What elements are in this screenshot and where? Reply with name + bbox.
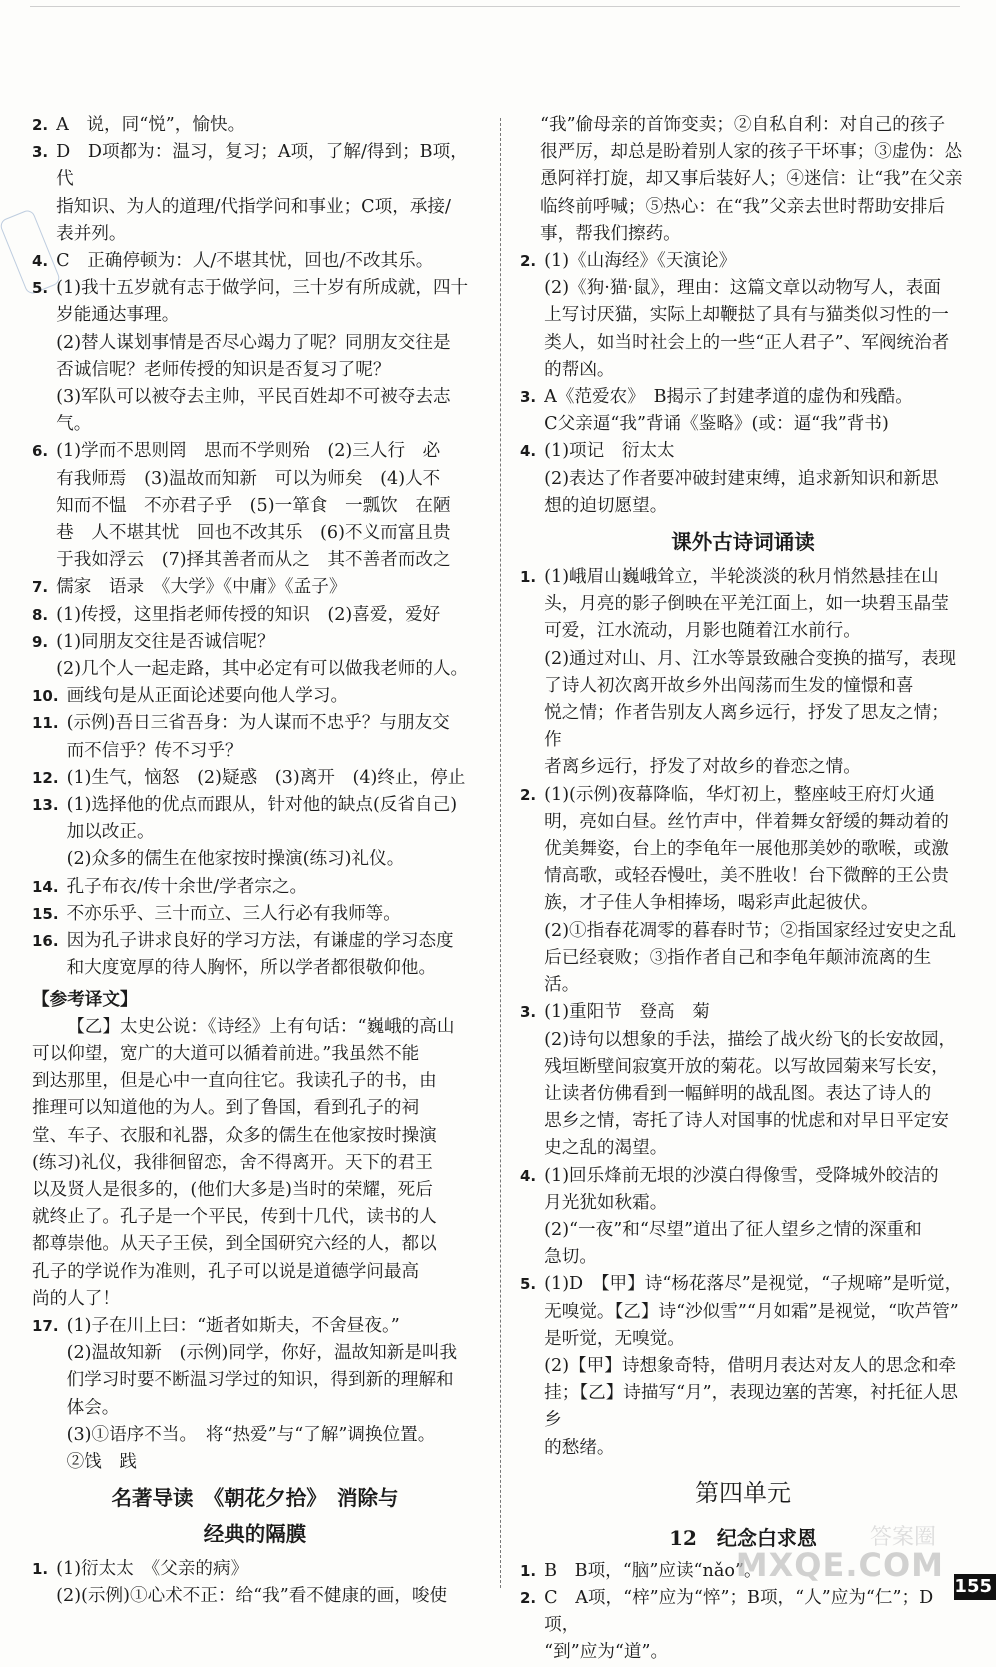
answer-text <box>56 112 478 139</box>
answer-number: 4. <box>32 252 49 271</box>
answer-number: 2. <box>520 252 537 271</box>
answer-line: 是听觉，无嗅觉。 <box>544 1328 685 1349</box>
text-line: 恿阿祥打旋，却又事后装好人；④迷信：让“我”在父亲 <box>540 169 963 190</box>
answer-line: (2)众多的儒生在他家按时操演(练习)礼仪。 <box>66 849 405 870</box>
text-line: 可以仰望，宽广的大道可以循着前进。”我虽然不能 <box>32 1043 420 1064</box>
answer-number: 1. <box>520 568 537 587</box>
text-line: 堂、车子、衣服和礼器，众多的儒生在他家按时操演 <box>32 1125 437 1146</box>
text-line: 就终止了。孔子是一个平民，传到十几代，读书的人 <box>32 1207 437 1228</box>
answer-text <box>67 792 478 874</box>
answer-number: 2. <box>520 1588 537 1607</box>
answer-text <box>544 438 966 520</box>
answer-number: 13. <box>32 796 59 815</box>
answer-line: 加以改正。 <box>66 822 155 843</box>
answer-item <box>32 765 478 792</box>
answer-line: (1)我十五岁就有志于做学问，三十岁有所成就，四十 <box>56 278 469 299</box>
answer-line: 头，月亮的影子倒映在平羌江面上，如一块碧玉晶莹 <box>544 594 949 615</box>
answer-text <box>67 901 478 928</box>
answer-item <box>520 1271 966 1461</box>
answer-text <box>544 782 966 1000</box>
answer-line: (1)同朋友交往是否诚信呢？ <box>56 631 275 652</box>
answer-text <box>544 248 966 384</box>
answer-item <box>520 384 966 438</box>
answer-item <box>32 1556 478 1610</box>
answer-line: 和大度宽厚的待人胸怀，所以学者都很敬仰他。 <box>66 958 437 979</box>
answer-text <box>56 248 478 275</box>
answer-item <box>32 248 478 275</box>
answer-line: (3)军队可以被夺去主帅，平民百姓却不可被夺去志气。 <box>56 387 451 435</box>
answer-item <box>32 602 478 629</box>
answer-number: 10. <box>32 687 59 706</box>
answer-line: (1)(示例)夜幕降临，华灯初上，整座岐王府灯火通 <box>544 784 935 805</box>
answer-item <box>520 438 966 520</box>
answer-item <box>32 574 478 601</box>
answer-line: “到”应为“道”。 <box>544 1642 669 1663</box>
answer-line: 了诗人初次离开故乡外出闯荡而生发的憧憬和喜 <box>544 675 914 696</box>
answer-item <box>32 928 478 982</box>
answer-line: (2)替人谋划事情是否尽心竭力了呢？同朋友交往是 <box>56 332 451 353</box>
answers-group-4 <box>520 248 966 520</box>
answer-number: 12. <box>32 768 59 787</box>
answer-line: C 正确停顿为：人/不堪其忧，回也/不改其乐。 <box>56 251 434 272</box>
answer-line: (2)诗句以想象的手法，描绘了战火纷飞的长安故园， <box>544 1029 957 1050</box>
text-line: 临终前呼喊；⑤热心：在“我”父亲去世时帮助安排后 <box>540 196 946 217</box>
answer-line: 的帮凶。 <box>544 359 615 380</box>
right-column <box>520 112 966 1667</box>
answer-line: D D项都为：温习，复习；A项，了解/得到；B项，代 <box>56 142 468 190</box>
answer-line: 明，亮如白昼。丝竹声中，伴着舞女舒缓的舞动着的 <box>544 811 949 832</box>
answer-item <box>520 999 966 1162</box>
answer-line: (2)表达了作者要冲破封建束缚，追求新知识和新思 <box>544 468 939 489</box>
answer-line: (1)D 【甲】诗“杨花落尽”是视觉，“子规啼”是听觉， <box>544 1274 963 1295</box>
answer-text <box>544 1585 966 1667</box>
answer-line: 儒家 语录 《大学》《中庸》《孟子》 <box>56 577 347 598</box>
answer-text <box>56 574 478 601</box>
answer-line: 可爱，江水流动，月影也随着江水前行。 <box>544 621 861 642</box>
answer-item <box>32 629 478 683</box>
answer-number: 4. <box>520 1166 537 1185</box>
answer-line: (1)衍太太 《父亲的病》 <box>56 1559 249 1580</box>
lesson-title: 12 纪念白求恩 <box>669 1525 817 1550</box>
answer-text <box>56 602 478 629</box>
answer-line: 于我如浮云 (7)择其善者而从之 其不善者而改之 <box>56 550 451 571</box>
answer-text <box>67 874 478 901</box>
answer-number: 1. <box>520 1561 537 1580</box>
answer-text <box>67 710 478 764</box>
answer-line: (1)传授，这里指老师传授的知识 (2)喜爱，爱好 <box>56 604 441 625</box>
answer-line: 有我师焉 (3)温故而知新 可以为师矣 (4)人不 <box>56 468 441 489</box>
answer-line: (1)选择他的优点而跟从，针对他的缺点(反省自己) <box>66 795 458 816</box>
answer-text <box>56 275 478 438</box>
answer-line: 思乡之情，寄托了诗人对国事的忧虑和对早日平定安 <box>544 1111 949 1132</box>
answer-text <box>56 629 478 683</box>
answer-line: 无嗅觉。【乙】诗“沙似雪”“月如霜”是视觉，“吹芦管” <box>544 1301 959 1322</box>
watermark: MXQE.COM <box>735 1546 944 1584</box>
answer-line: 急切。 <box>544 1247 597 1268</box>
answer-line: (2)(示例)①心术不正：给“我”看不健康的画，唆使 <box>56 1586 448 1607</box>
answer-line: (1)学而不思则罔 思而不学则殆 (2)三人行 必 <box>56 441 441 462</box>
text-line: 事，帮我们擦药。 <box>540 223 681 244</box>
answers-group-2 <box>32 1313 478 1476</box>
answer-text <box>67 765 478 792</box>
translation-body <box>32 1014 478 1313</box>
answers-group-3 <box>32 1556 478 1610</box>
answer-item <box>32 710 478 764</box>
text-line: 尚的人了！ <box>32 1288 120 1309</box>
answer-line: (1)回乐烽前无垠的沙漠白得像雪，受降城外皎洁的 <box>544 1165 939 1186</box>
answer-line: (3)①语序不当。 将“热爱”与“了解”调换位置。 <box>66 1424 436 1445</box>
answer-text <box>56 1556 478 1610</box>
answer-number: 14. <box>32 877 59 896</box>
answer-text <box>67 683 478 710</box>
left-column <box>32 112 478 1611</box>
answer-number: 17. <box>32 1316 59 1335</box>
answer-line: 让读者仿佛看到一幅鲜明的战乱图。表达了诗人的 <box>544 1083 932 1104</box>
answer-number: 6. <box>32 442 49 461</box>
answer-line: 体会。 <box>66 1397 120 1418</box>
answer-line: 因为孔子讲求良好的学习方法，有谦虚的学习态度 <box>66 931 454 952</box>
answer-item <box>520 564 966 782</box>
answer-number: 11. <box>32 714 59 733</box>
text-line: 推理可以知道他的为人。到了鲁国，看到孔子的祠 <box>32 1098 420 1119</box>
answer-number: 5. <box>520 1275 537 1294</box>
answer-line: 表并列。 <box>56 223 127 244</box>
answer-text <box>544 384 966 438</box>
continued-answer <box>520 112 966 248</box>
answer-item <box>32 874 478 901</box>
section-title-poetry: 课外古诗词诵读 <box>671 530 815 555</box>
answer-line: 月光犹如秋霜。 <box>544 1192 668 1213</box>
answer-line: (2)几个人一起走路，其中必定有可以做我老师的人。 <box>56 659 469 680</box>
text-line: 到达那里，但是心中一直向往它。我读孔子的书，由 <box>32 1071 437 1092</box>
answer-line: (1)子在川上曰：“逝者如斯夫，不舍昼夜。” <box>66 1315 400 1336</box>
answer-line: 优美舞姿，台上的李龟年一展他那美妙的歌喉，或激 <box>544 839 949 860</box>
top-rule <box>30 6 960 7</box>
answer-item <box>32 792 478 874</box>
answer-line: 不亦乐乎、三十而立、三人行必有我师等。 <box>66 903 401 924</box>
answer-line: (1)生气，恼怒 (2)疑惑 (3)离开 (4)终止，停止 <box>66 767 466 788</box>
answer-line: 情高歌，或轻吞慢吐，美不胜收！台下微醉的王公贵 <box>544 866 949 887</box>
answer-line: (1)项记 衍太太 <box>544 441 675 462</box>
text-line: 很严厉，却总是盼着别人家的孩子干坏事；③虚伪：怂 <box>540 142 963 163</box>
page-number: 155 <box>954 1574 996 1600</box>
answers-group-5 <box>520 564 966 1462</box>
section-title-guide <box>32 1480 478 1552</box>
answer-line: 知而不愠 不亦君子乎 (5)一箪食 一瓢饮 在陋 <box>56 495 451 516</box>
answer-line: 族，才子佳人争相捧场，喝彩声此起彼伏。 <box>544 893 879 914</box>
text-line: 【乙】太史公说：《诗经》上有句话：“巍峨的高山 <box>67 1016 455 1037</box>
answer-line: A 说，同“悦”，愉快。 <box>56 115 246 135</box>
answer-line: 岁能通达事理。 <box>56 305 180 326</box>
answer-line: 史之乱的渴望。 <box>544 1138 668 1159</box>
answer-number: 7. <box>32 578 49 597</box>
answer-line: (示例)吾日三省吾身：为人谋而不忠乎？与朋友交 <box>66 713 450 734</box>
answer-text <box>544 564 966 782</box>
answer-item <box>32 901 478 928</box>
answer-text <box>56 139 478 248</box>
answer-line: ②饯 践 <box>66 1451 137 1472</box>
answer-item <box>32 275 478 438</box>
text-line: 以及贤人是很多的，(他们大多是)当时的荣耀，死后 <box>32 1179 433 1200</box>
answer-text <box>544 999 966 1162</box>
answer-text <box>56 438 478 574</box>
answer-item <box>32 112 478 139</box>
answer-line: 巷 人不堪其忧 回也不改其乐 (6)不义而富且贵 <box>56 523 451 544</box>
answer-item <box>520 1585 966 1667</box>
answer-item <box>32 1313 478 1476</box>
answer-line: 否诚信呢？老师传授的知识是否复习了呢？ <box>56 359 391 380</box>
answer-item <box>520 1163 966 1272</box>
answer-line: (2)温故知新 (示例)同学，你好，温故知新是叫我 <box>66 1343 458 1364</box>
answer-number: 2. <box>32 116 49 134</box>
answer-number: 5. <box>32 279 49 298</box>
watermark-sub: 答案圈 <box>869 1525 936 1550</box>
answer-line: (2)通过对山、月、江水等景致融合变换的描写，表现 <box>544 648 957 669</box>
answer-line: 残垣断壁间寂寞开放的菊花。以写故园菊来写长安， <box>544 1056 949 1077</box>
answer-text <box>67 928 478 982</box>
answer-line: (1)峨眉山巍峨耸立，半轮淡淡的秋月悄然悬挂在山 <box>544 567 939 588</box>
column-divider <box>500 118 501 1588</box>
answer-number: 8. <box>32 605 49 624</box>
answer-line: 想的迫切愿望。 <box>544 495 668 516</box>
answer-line: 孔子布衣/传十余世/学者宗之。 <box>66 876 308 897</box>
answer-number: 1. <box>32 1560 49 1579</box>
answer-number: 2. <box>520 785 537 804</box>
text-line: 都尊崇他。从天子王侯，到全国研究六经的人，都以 <box>32 1234 437 1255</box>
answer-line: (2)“一夜”和“尽望”道出了征人望乡之情的深重和 <box>544 1219 922 1240</box>
answer-item <box>32 438 478 574</box>
answer-item <box>32 683 478 710</box>
answer-line: 指知识、为人的道理/代指学问和事业；C项，承接/ <box>56 196 451 217</box>
answer-line: (2)①指春花凋零的暮春时节；②指国家经过安史之乱 <box>544 920 957 941</box>
answer-number: 15. <box>32 904 59 923</box>
answer-number: 16. <box>32 932 59 951</box>
answer-text <box>544 1163 966 1272</box>
section-title-guide-line2: 经典的隔膜 <box>203 1522 307 1547</box>
translation-heading: 【参考译文】 <box>32 989 138 1010</box>
section-title-guide-line1: 名著导读 《朝花夕拾》 消除与 <box>111 1486 399 1511</box>
answer-line: (1)《山海经》《天演论》 <box>544 251 737 272</box>
answer-line: 类人，如当时社会上的一些“正人君子”、军阀统治者 <box>544 332 950 353</box>
answer-number: 3. <box>520 388 537 407</box>
answer-line: (2)【甲】诗想象奇特，借明月表达对友人的思念和牵 <box>544 1355 957 1376</box>
answer-line: 后已经衰败；③指作者自己和李龟年颠沛流离的生活。 <box>544 947 932 996</box>
answer-line: 画线句是从正面论述要向他人学习。 <box>66 686 349 707</box>
answer-line: 者离乡远行，抒发了对故乡的眷恋之情。 <box>544 757 861 778</box>
answer-item <box>520 248 966 384</box>
answer-line: 们学习时要不断温习学过的知识，得到新的理解和 <box>66 1370 454 1391</box>
answer-line: (2)《狗·猫·鼠》，理由：这篇文章以动物写人，表面 <box>544 278 941 299</box>
unit-title: 第四单元 <box>695 1478 791 1507</box>
answer-item <box>32 139 478 248</box>
text-line: (练习)礼仪，我徘徊留恋，舍不得离开。天下的君王 <box>32 1152 433 1173</box>
answer-number: 3. <box>32 143 49 162</box>
answer-line: 挂；【乙】诗描写“月”，表现边塞的苦寒，衬托征人思乡 <box>544 1383 958 1431</box>
answer-line: 悦之情；作者告别友人离乡远行，抒发了思友之情；作 <box>544 703 949 751</box>
answer-text <box>544 1271 966 1461</box>
text-line: 孔子的学说作为准则，孔子可以说是道德学问最高 <box>32 1261 420 1282</box>
answer-line: (1)重阳节 登高 菊 <box>544 1002 710 1023</box>
answer-line: A《范爱农》 B揭示了封建孝道的虚伪和残酷。 <box>544 387 913 408</box>
answer-line: 上写讨厌猫，实际上却鞭挞了具有与猫类似习性的一 <box>544 305 949 326</box>
answer-line: 而不信乎？传不习乎？ <box>66 740 243 761</box>
answer-number: 9. <box>32 632 49 651</box>
answer-item <box>520 782 966 1000</box>
answers-group-1 <box>32 112 478 983</box>
answer-line: 的愁绪。 <box>544 1437 615 1458</box>
answer-line: B B项，“脑”应读“nǎo”。 <box>544 1560 762 1581</box>
answer-number: 4. <box>520 442 537 461</box>
answer-line: C父亲逼“我”背诵《鉴略》(或：逼“我”背书) <box>544 414 889 435</box>
answer-line: C A项，“梓”应为“悴”；B项，“人”应为“仁”；D项， <box>544 1587 934 1636</box>
answer-number: 3. <box>520 1003 537 1022</box>
answer-text <box>67 1313 478 1476</box>
text-line: “我”偷母亲的首饰变卖；②自私自利：对自己的孩子 <box>540 115 946 135</box>
